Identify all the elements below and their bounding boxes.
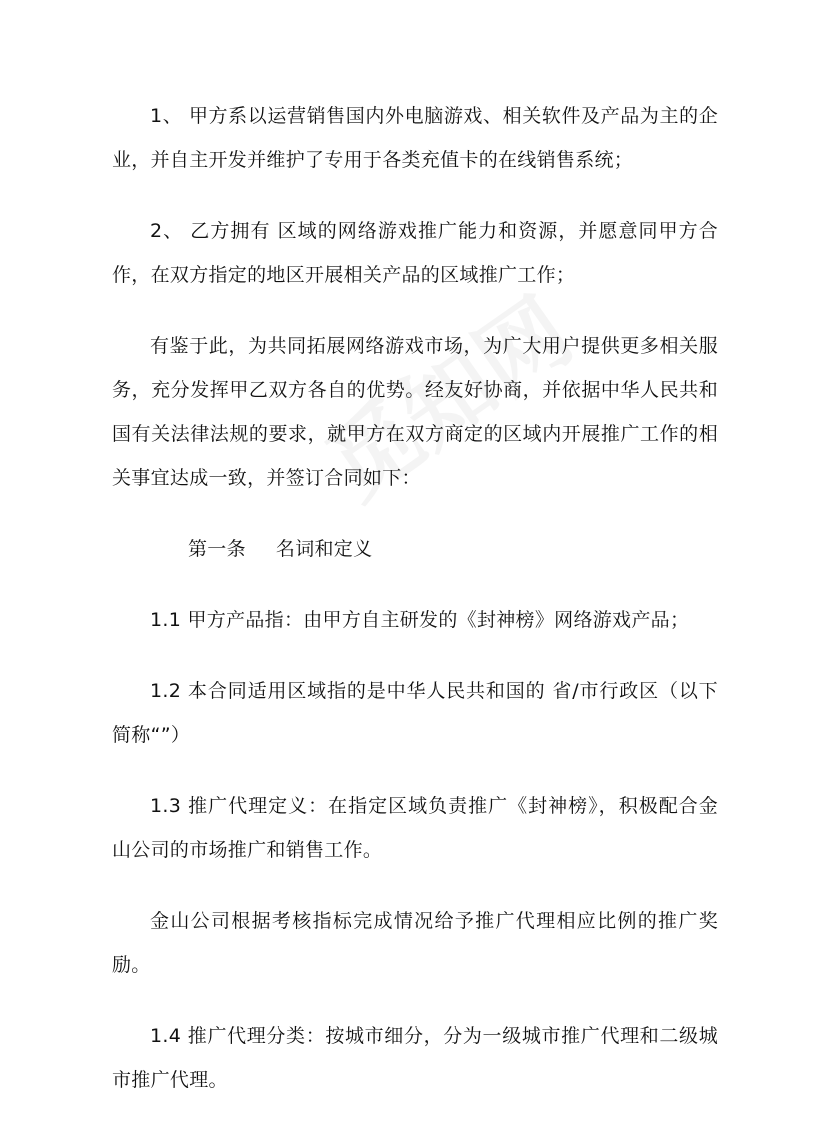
document-body bbox=[112, 94, 718, 1129]
article-heading bbox=[112, 527, 718, 571]
article-number: 第一条 bbox=[188, 538, 246, 560]
clause-1-1: 1.1 甲方产品指：由甲方自主研发的《封神榜》网络游戏产品； bbox=[150, 609, 690, 631]
clause-1-3: 1.3 推广代理定义：在指定区域负责推广《封神榜》，积极配合金山公司的市场推广和销售工作。 bbox=[112, 795, 718, 861]
article-title: 名词和定义 bbox=[275, 538, 373, 560]
clause-1-2: 1.2 本合同适用区域指的是中华人民共和国的 省/市行政区（以下简称“”） bbox=[112, 680, 718, 746]
paragraph-party-b: 2、 乙方拥有 区域的网络游戏推广能力和资源，并愿意同甲方合作，在双方指定的地区开展相关产品的区域推广工作； bbox=[112, 220, 718, 286]
clause-1-4: 1.4 推广代理分类：按城市细分，分为一级城市推广代理和二级城市推广代理。 bbox=[112, 1025, 718, 1091]
clause-reward: 金山公司根据考核指标完成情况给予推广代理相应比例的推广奖励。 bbox=[112, 910, 718, 976]
paragraph-party-a: 1、 甲方系以运营销售国内外电脑游戏、相关软件及产品为主的企业，并自主开发并维护了专用于各类充值卡的在线销售系统； bbox=[112, 105, 718, 171]
paragraph-whereas: 有鉴于此，为共同拓展网络游戏市场，为广大用户提供更多相关服务，充分发挥甲乙双方各自的优势。经友好协商，并依据中华人民共和国有关法律法规的要求，就甲方在双方商定的区域内开展推广工作的相关事宜达成一致，并签订合同如下： bbox=[112, 335, 718, 489]
